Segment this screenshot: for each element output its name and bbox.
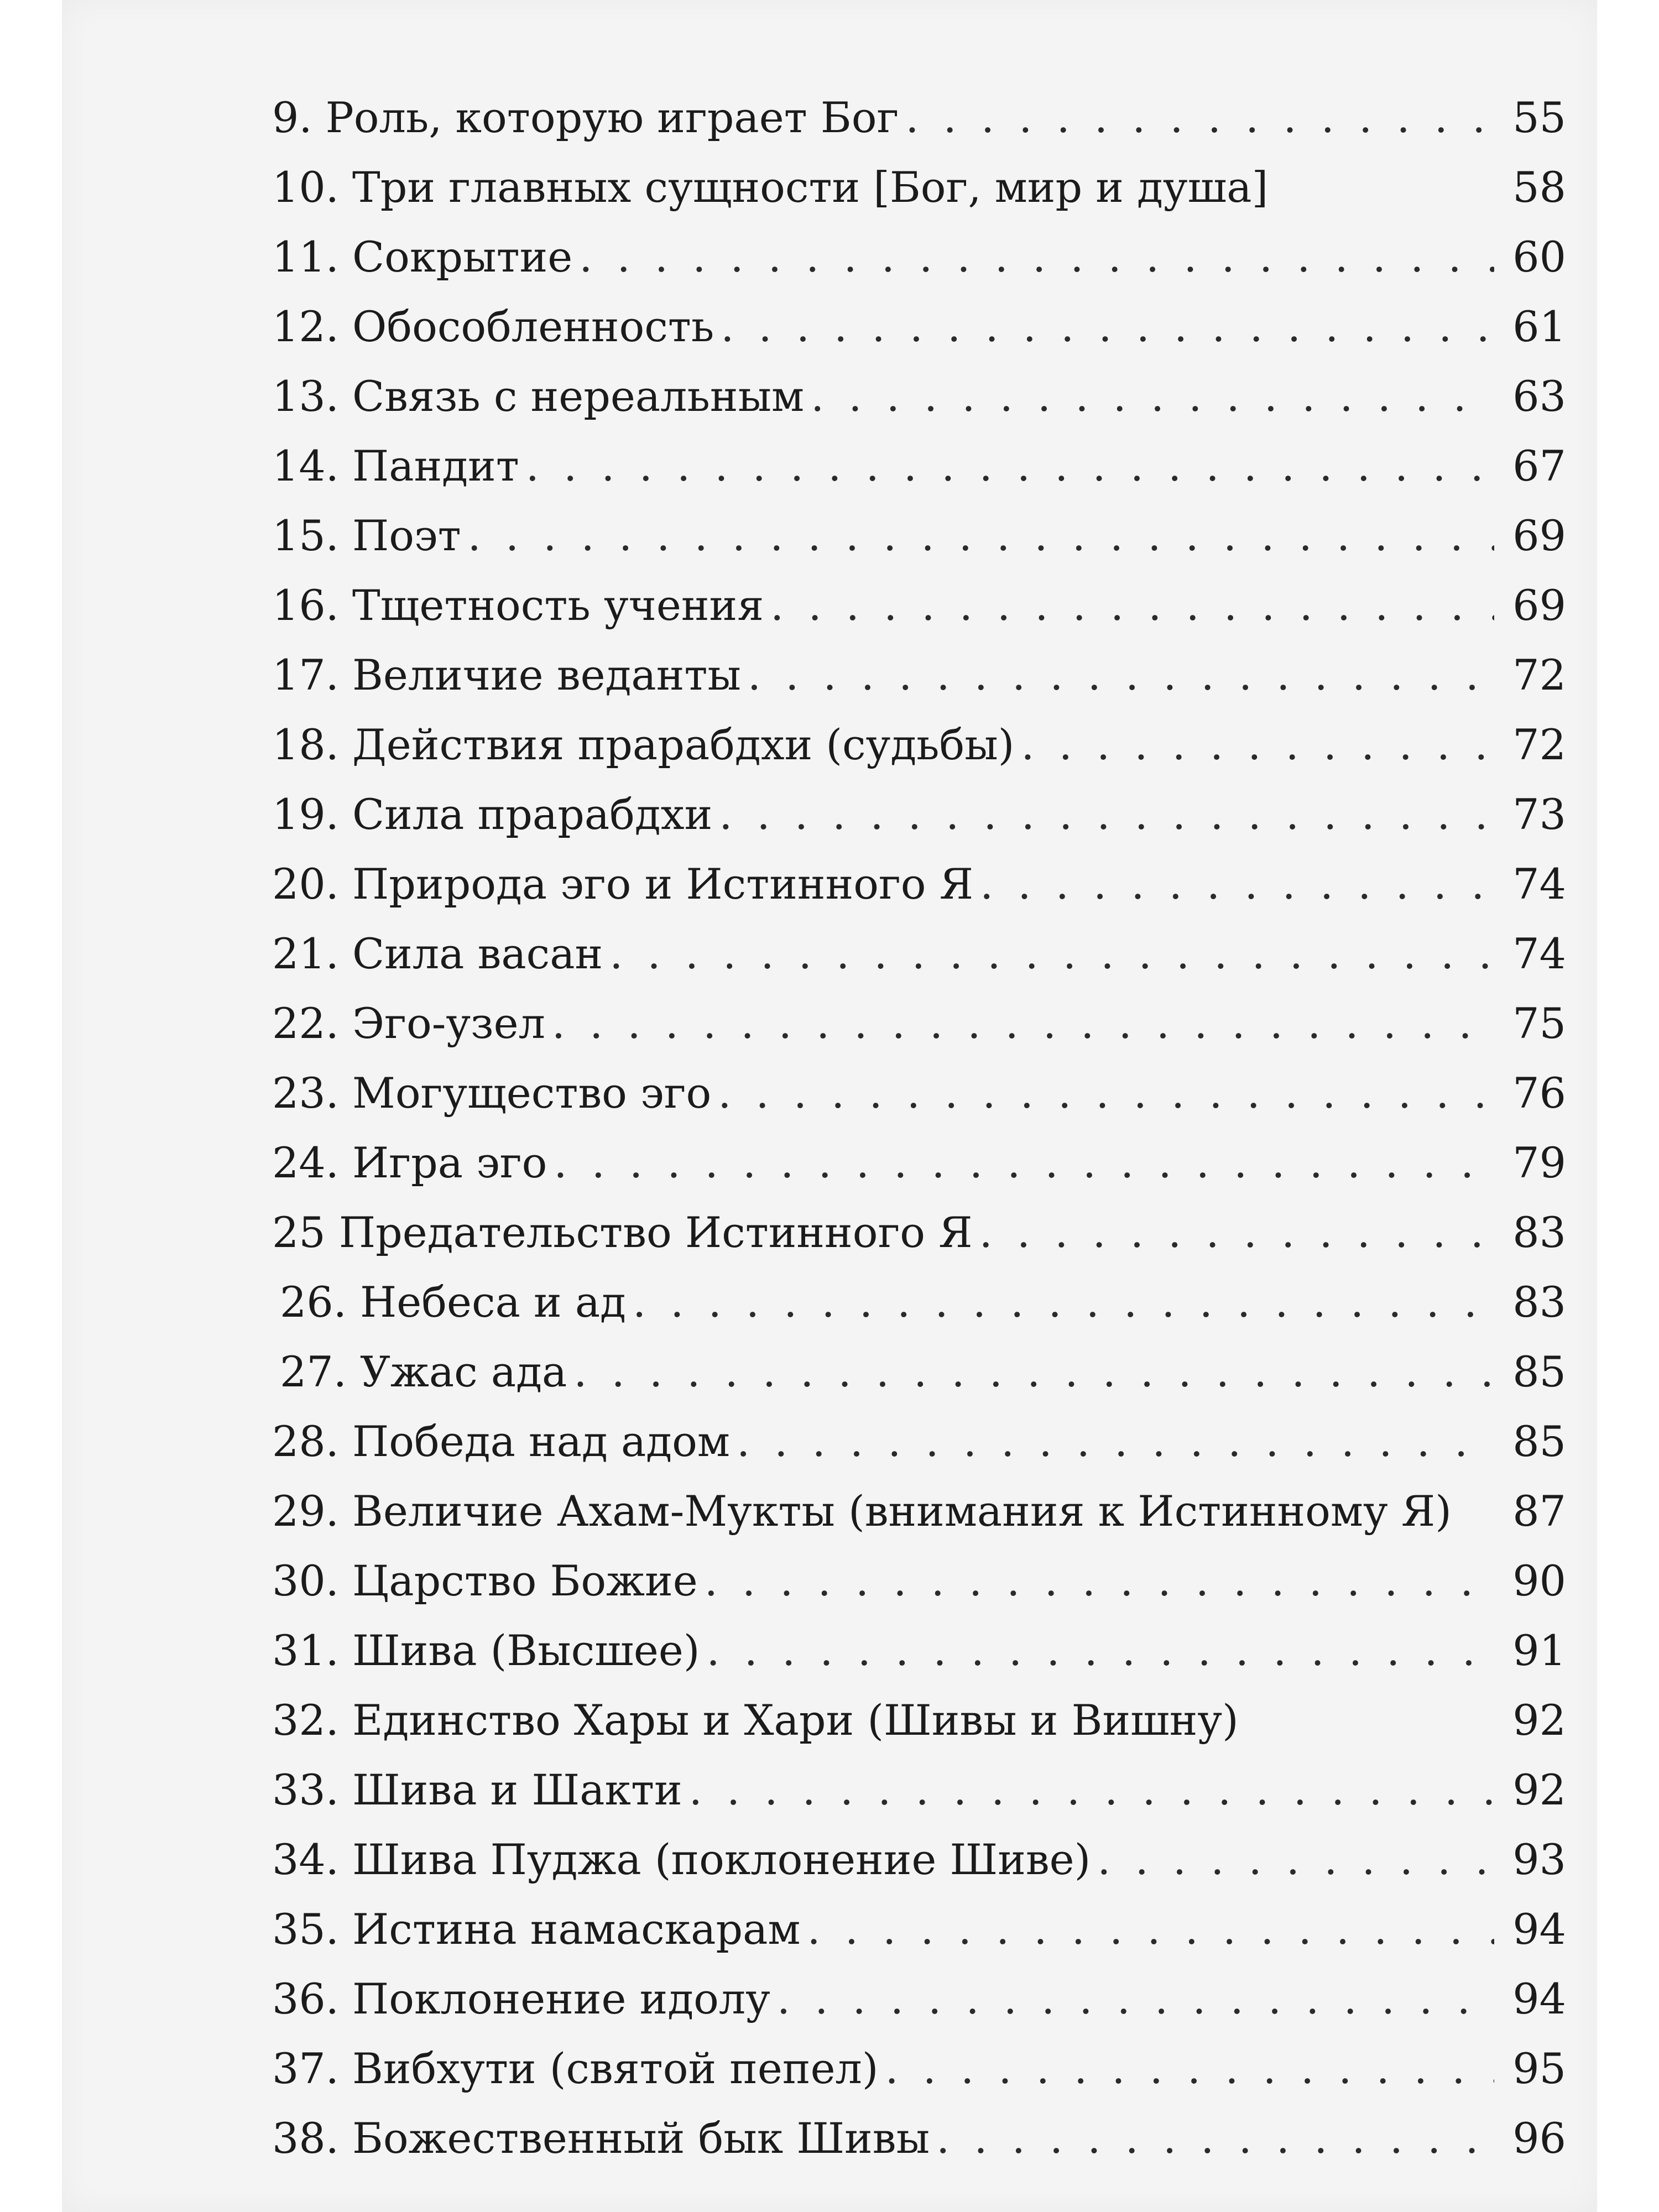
toc-entry bbox=[272, 1477, 1566, 1546]
toc-entry-page: 92 bbox=[1512, 1765, 1566, 1814]
toc-entry bbox=[272, 501, 1566, 571]
book-page bbox=[62, 0, 1597, 2212]
toc-entry bbox=[272, 989, 1566, 1058]
toc-entry bbox=[272, 1058, 1566, 1128]
toc-entry-title: 25 Предательство Истинного Я bbox=[272, 1208, 973, 1257]
toc-entry-title: 13. Связь с нереальным bbox=[272, 372, 805, 421]
toc-entry-page: 94 bbox=[1512, 1974, 1566, 2023]
toc-entry bbox=[272, 1895, 1566, 1964]
toc-entry bbox=[272, 2104, 1566, 2173]
toc-entry bbox=[272, 780, 1566, 849]
toc-entry-title: 32. Единство Хары и Хари (Шивы и Вишну) bbox=[272, 1695, 1239, 1745]
toc-entry-title: 21. Сила васан bbox=[272, 929, 603, 978]
toc-entry bbox=[272, 1964, 1566, 2034]
dot-leader bbox=[526, 431, 1494, 501]
toc-entry-page: 87 bbox=[1512, 1486, 1566, 1536]
toc-entry-title: 33. Шива и Шакти bbox=[272, 1765, 682, 1814]
dot-leader bbox=[936, 2104, 1494, 2173]
dot-leader bbox=[905, 83, 1494, 153]
toc-entry-page: 61 bbox=[1512, 302, 1566, 351]
toc-entry-title: 38. Божественный бык Шивы bbox=[272, 2114, 930, 2163]
toc-entry bbox=[272, 1267, 1566, 1337]
toc-entry-page: 58 bbox=[1512, 163, 1566, 212]
toc-entry-title: 15. Поэт bbox=[272, 511, 461, 560]
toc-entry-title: 14. Пандит bbox=[272, 441, 519, 491]
toc-entry-page: 69 bbox=[1512, 511, 1566, 560]
toc-entry-page: 60 bbox=[1512, 232, 1566, 281]
toc-entry-title: 16. Тщетность учения bbox=[272, 581, 764, 630]
toc-entry-page: 55 bbox=[1512, 93, 1566, 142]
dot-leader bbox=[770, 571, 1494, 640]
toc-entry bbox=[272, 1407, 1566, 1477]
toc-entry-title: 34. Шива Пуджа (поклонение Шиве) bbox=[272, 1835, 1091, 1884]
toc-entry-page: 76 bbox=[1512, 1068, 1566, 1118]
toc-entry-page: 85 bbox=[1512, 1417, 1566, 1466]
dot-leader bbox=[705, 1546, 1494, 1616]
toc-entry-page: 93 bbox=[1512, 1835, 1566, 1884]
toc-entry-title: 10. Три главных сущности [Бог, мир и душа] bbox=[272, 163, 1269, 212]
toc-entry-title: 18. Действия прарабдхи (судьбы) bbox=[272, 720, 1015, 769]
dot-leader bbox=[468, 501, 1494, 571]
dot-leader bbox=[554, 1128, 1494, 1198]
dot-leader bbox=[885, 2034, 1494, 2104]
dot-leader bbox=[777, 1964, 1494, 2034]
table-of-contents bbox=[272, 83, 1566, 2173]
toc-entry bbox=[272, 1825, 1566, 1895]
toc-entry-title: 24. Игра эго bbox=[272, 1138, 547, 1187]
dot-leader bbox=[633, 1267, 1494, 1337]
toc-entry-title: 28. Победа над адом bbox=[272, 1417, 730, 1466]
toc-entry-page: 75 bbox=[1512, 999, 1566, 1048]
dot-leader bbox=[1021, 710, 1494, 780]
toc-entry bbox=[272, 849, 1566, 919]
toc-entry bbox=[272, 571, 1566, 640]
toc-entry-page: 96 bbox=[1512, 2114, 1566, 2163]
dot-leader bbox=[811, 362, 1494, 431]
toc-entry-title: 26. Небеса и ад bbox=[280, 1277, 626, 1327]
toc-entry bbox=[272, 222, 1566, 292]
dot-leader bbox=[807, 1895, 1494, 1964]
toc-entry-page: 72 bbox=[1512, 650, 1566, 700]
toc-entry bbox=[272, 919, 1566, 989]
dot-leader bbox=[609, 919, 1494, 989]
toc-entry-page: 90 bbox=[1512, 1556, 1566, 1605]
toc-entry-page: 79 bbox=[1512, 1138, 1566, 1187]
toc-entry bbox=[272, 640, 1566, 710]
toc-entry bbox=[272, 362, 1566, 431]
dot-leader bbox=[552, 989, 1494, 1058]
toc-entry-title: 27. Ужас ада bbox=[280, 1347, 567, 1396]
toc-entry bbox=[272, 1755, 1566, 1825]
toc-entry bbox=[272, 1128, 1566, 1198]
toc-entry bbox=[272, 83, 1566, 153]
toc-entry-title: 31. Шива (Высшее) bbox=[272, 1626, 700, 1675]
dot-leader bbox=[979, 1198, 1494, 1267]
toc-entry-page: 83 bbox=[1512, 1277, 1566, 1327]
toc-entry-page: 92 bbox=[1512, 1695, 1566, 1745]
toc-entry-page: 83 bbox=[1512, 1208, 1566, 1257]
dot-leader bbox=[706, 1616, 1494, 1686]
toc-entry-page: 67 bbox=[1512, 441, 1566, 491]
toc-entry-title: 11. Сокрытие bbox=[272, 232, 573, 281]
dot-leader bbox=[980, 849, 1494, 919]
toc-entry bbox=[272, 1337, 1566, 1407]
toc-entry-page: 85 bbox=[1512, 1347, 1566, 1396]
dot-leader bbox=[718, 1058, 1494, 1128]
toc-entry bbox=[272, 2034, 1566, 2104]
toc-entry-page: 73 bbox=[1512, 790, 1566, 839]
toc-entry-title: 36. Поклонение идолу bbox=[272, 1974, 770, 2023]
toc-entry-page: 91 bbox=[1512, 1626, 1566, 1675]
toc-entry-page: 63 bbox=[1512, 372, 1566, 421]
toc-entry-title: 9. Роль, которую играет Бог bbox=[272, 93, 899, 142]
dot-leader bbox=[748, 640, 1494, 710]
dot-leader bbox=[719, 780, 1494, 849]
toc-entry-page: 74 bbox=[1512, 859, 1566, 909]
toc-entry-page: 95 bbox=[1512, 2044, 1566, 2093]
dot-leader bbox=[721, 292, 1494, 362]
toc-entry-title: 19. Сила прарабдхи bbox=[272, 790, 713, 839]
toc-entry-title: 20. Природа эго и Истинного Я bbox=[272, 859, 974, 909]
toc-entry bbox=[272, 1686, 1566, 1755]
toc-entry bbox=[272, 431, 1566, 501]
toc-entry-title: 17. Величие веданты bbox=[272, 650, 741, 700]
toc-entry-page: 72 bbox=[1512, 720, 1566, 769]
toc-entry bbox=[272, 153, 1566, 222]
toc-entry-title: 23. Могущество эго bbox=[272, 1068, 712, 1118]
toc-entry bbox=[272, 1198, 1566, 1267]
toc-entry-title: 12. Обособленность bbox=[272, 302, 714, 351]
toc-entry-page: 69 bbox=[1512, 581, 1566, 630]
dot-leader bbox=[1097, 1825, 1494, 1895]
dot-leader bbox=[737, 1407, 1494, 1477]
toc-entry bbox=[272, 1546, 1566, 1616]
toc-entry-page: 74 bbox=[1512, 929, 1566, 978]
toc-entry bbox=[272, 1616, 1566, 1686]
toc-entry bbox=[272, 710, 1566, 780]
dot-leader bbox=[579, 222, 1494, 292]
toc-entry-title: 22. Эго-узел bbox=[272, 999, 545, 1048]
toc-entry bbox=[272, 292, 1566, 362]
dot-leader bbox=[689, 1755, 1494, 1825]
dot-leader bbox=[573, 1337, 1494, 1407]
toc-entry-page: 94 bbox=[1512, 1905, 1566, 1954]
toc-entry-title: 37. Вибхути (святой пепел) bbox=[272, 2044, 879, 2093]
toc-entry-title: 29. Величие Ахам-Мукты (внимания к Истинному Я) bbox=[272, 1486, 1452, 1536]
toc-entry-title: 30. Царство Божие bbox=[272, 1556, 698, 1605]
toc-entry-title: 35. Истина намаскарам bbox=[272, 1905, 801, 1954]
